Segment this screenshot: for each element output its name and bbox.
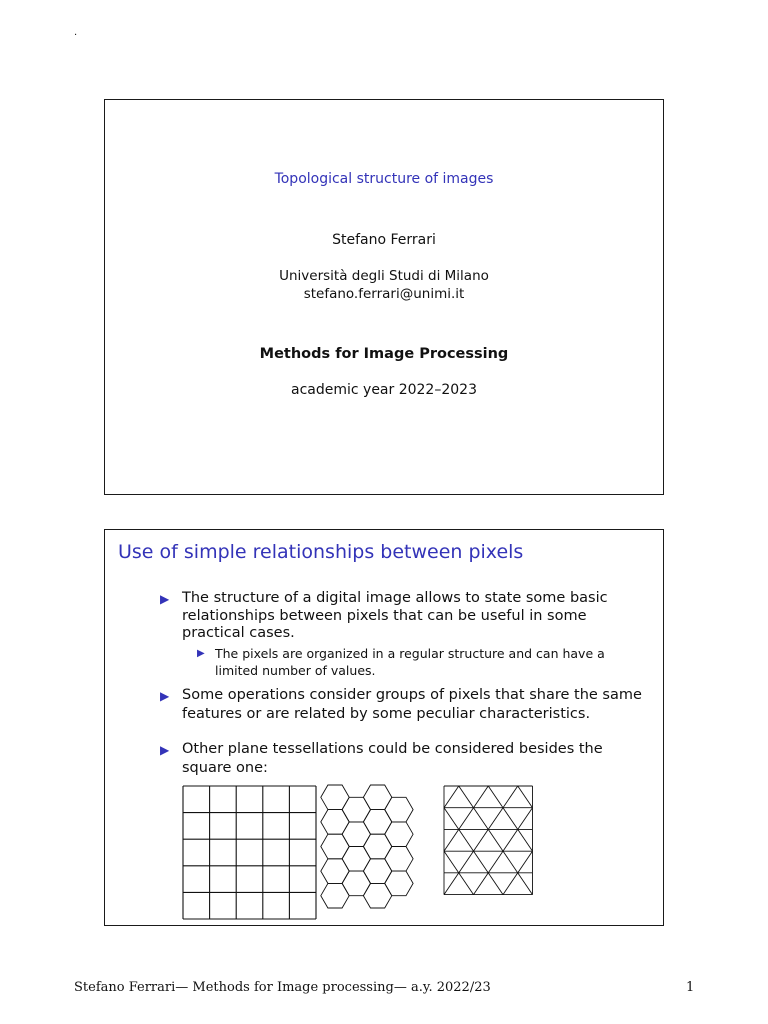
triangle-right-icon: ▶ [160, 689, 170, 703]
bullet-text: Some operations consider groups of pixels that share the same features or are related by some peculiar characteristics. [182, 687, 642, 722]
bullet-item [160, 686, 642, 724]
course-name: Methods for Image Processing [259, 346, 509, 362]
page-number: 1 [686, 980, 695, 995]
slide-title: Use of simple relationships between pixels [118, 541, 524, 563]
bullet-item [160, 590, 622, 643]
square-tessellation [183, 786, 316, 919]
footer-text: Stefano Ferrari— Methods for Image processing— a.y. 2022/23 [74, 980, 491, 995]
triangle-right-icon: ▶ [160, 592, 170, 606]
page-dot: . [74, 27, 78, 38]
content-slide [104, 529, 664, 926]
title-slide [104, 99, 664, 495]
institution: Università degli Studi di Milano [279, 268, 489, 284]
author-name: Stefano Ferrari [332, 232, 436, 248]
author-email: stefano.ferrari@unimi.it [303, 286, 465, 302]
bullet-item [160, 740, 622, 778]
tessellation-figure [181, 784, 541, 920]
triangular-tessellation [444, 786, 533, 895]
triangle-right-icon: ▶ [160, 743, 170, 757]
academic-year: academic year 2022–2023 [291, 382, 477, 398]
bullet-text: Other plane tessellations could be considered besides the square one: [182, 741, 603, 776]
hexagonal-tessellation [321, 785, 413, 908]
slide-title: Topological structure of images [274, 171, 494, 187]
sub-bullet-text: The pixels are organized in a regular structure and can have a limited number of values. [215, 646, 605, 678]
sub-bullet-item [197, 645, 635, 679]
bullet-text: The structure of a digital image allows to state some basic relationships between pixels that can be useful in some practical cases. [182, 590, 608, 641]
triangle-right-icon: ▶ [197, 648, 205, 659]
